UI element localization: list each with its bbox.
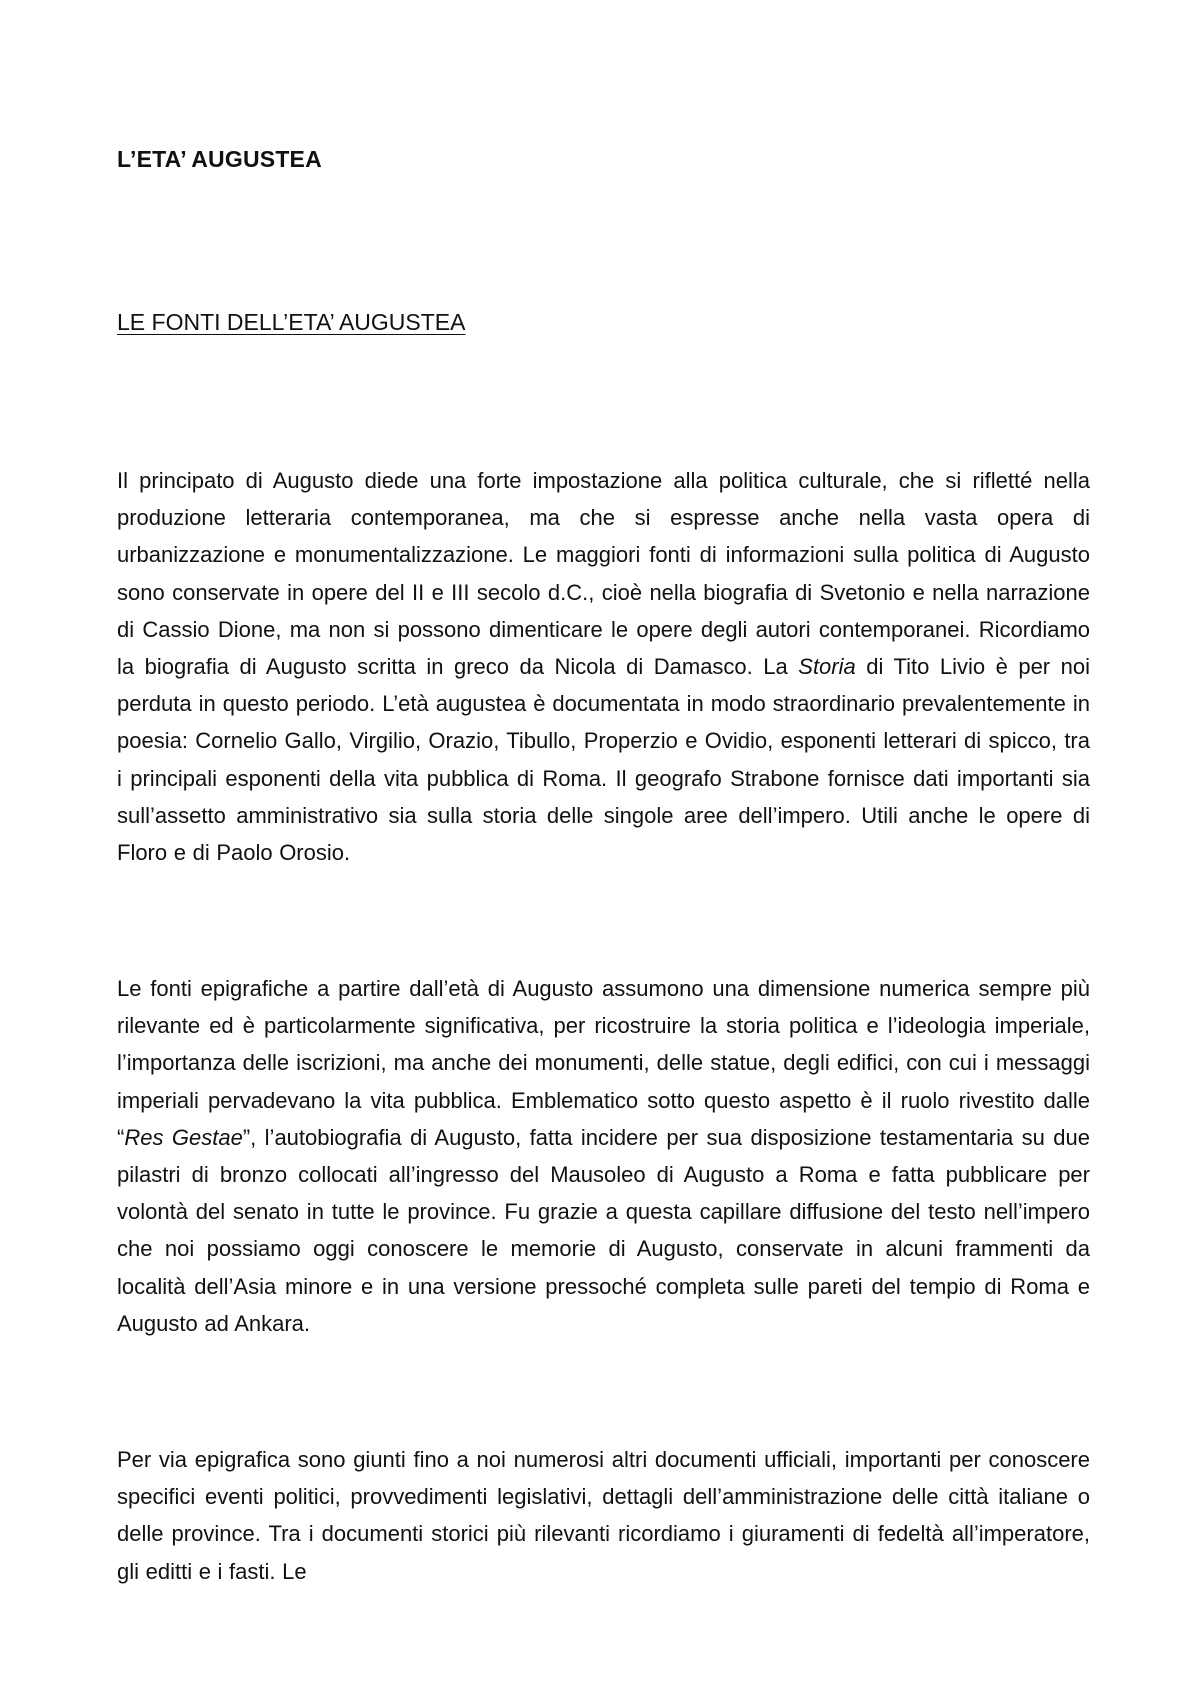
text-segment: Le fonti epigrafiche a partire dall’età di Augusto assumono una dimensione numerica sempre più rilevante ed è particolarmente significativa, per ricostruire la storia politica e l’ideologia imperiale, l’importanza delle iscrizioni, ma anche dei monumenti, delle statue, degli edifici, con cui i messaggi imperiali pervadevano la vita pubblica. Emblematico sotto questo aspetto è il ruolo rivestito dalle “ [117,976,1090,1150]
paragraph-principato [117,462,1090,871]
paragraph-via-epigrafica [117,1441,1090,1590]
text-segment: Il principato di Augusto diede una forte impostazione alla politica culturale, che si rifletté nella produzione letteraria contemporanea, ma che si espresse anche nella vasta opera di urbanizzazione e monumentalizzazione. Le maggiori fonti di informazioni sulla politica di Augusto sono conservate in opere del II e III secolo d.C., cioè nella biografia di Svetonio e nella narrazione di Cassio Dione, ma non si possono dimenticare le opere degli autori contemporanei. Ricordiamo la biografia di Augusto scritta in greco da Nicola di Damasco. La [117,468,1090,680]
document-title: L’ETA’ AUGUSTEA [117,146,322,172]
text-segment: ”, l’autobiografia di Augusto, fatta incidere per sua disposizione testamentaria su due pilastri di bronzo collocati all’ingresso del Mausoleo di Augusto a Roma e fatta pubblicare per volontà del senato in tutte le province. Fu grazie a questa capillare diffusione del testo nell’impero che noi possiamo oggi conoscere le memorie di Augusto, conservate in alcuni frammenti da località dell’Asia minore e in una versione pressoché completa sulle pareti del tempio di Roma e Augusto ad Ankara. [117,1124,1090,1336]
section-heading: LE FONTI DELL’ETA’ AUGUSTEA [117,309,466,335]
paragraph-fonti-epigrafiche [117,970,1090,1342]
italic-title-storia: Storia [798,654,856,680]
italic-title-res-gestae: Res Gestae [124,1124,243,1150]
text-segment: Per via epigrafica sono giunti fino a noi numerosi altri documenti ufficiali, importanti per conoscere specifici eventi politici, provvedimenti legislativi, dettagli dell’amministrazione delle città italiane o delle province. Tra i documenti storici più rilevanti ricordiamo i giuramenti di fedeltà all’imperatore, gli editti e i fasti. Le [117,1447,1090,1584]
text-segment: di Tito Livio è per noi perduta in questo periodo. L’età augustea è documentata in modo straordinario prevalentemente in poesia: Cornelio Gallo, Virgilio, Orazio, Tibullo, Properzio e Ovidio, esponenti letterari di spicco, tra i principali esponenti della vita pubblica di Roma. Il geografo Strabone fornisce dati importanti sia sull’assetto amministrativo sia sulla storia delle singole aree dell’impero. Utili anche le opere di Floro e di Paolo Orosio. [117,654,1090,866]
